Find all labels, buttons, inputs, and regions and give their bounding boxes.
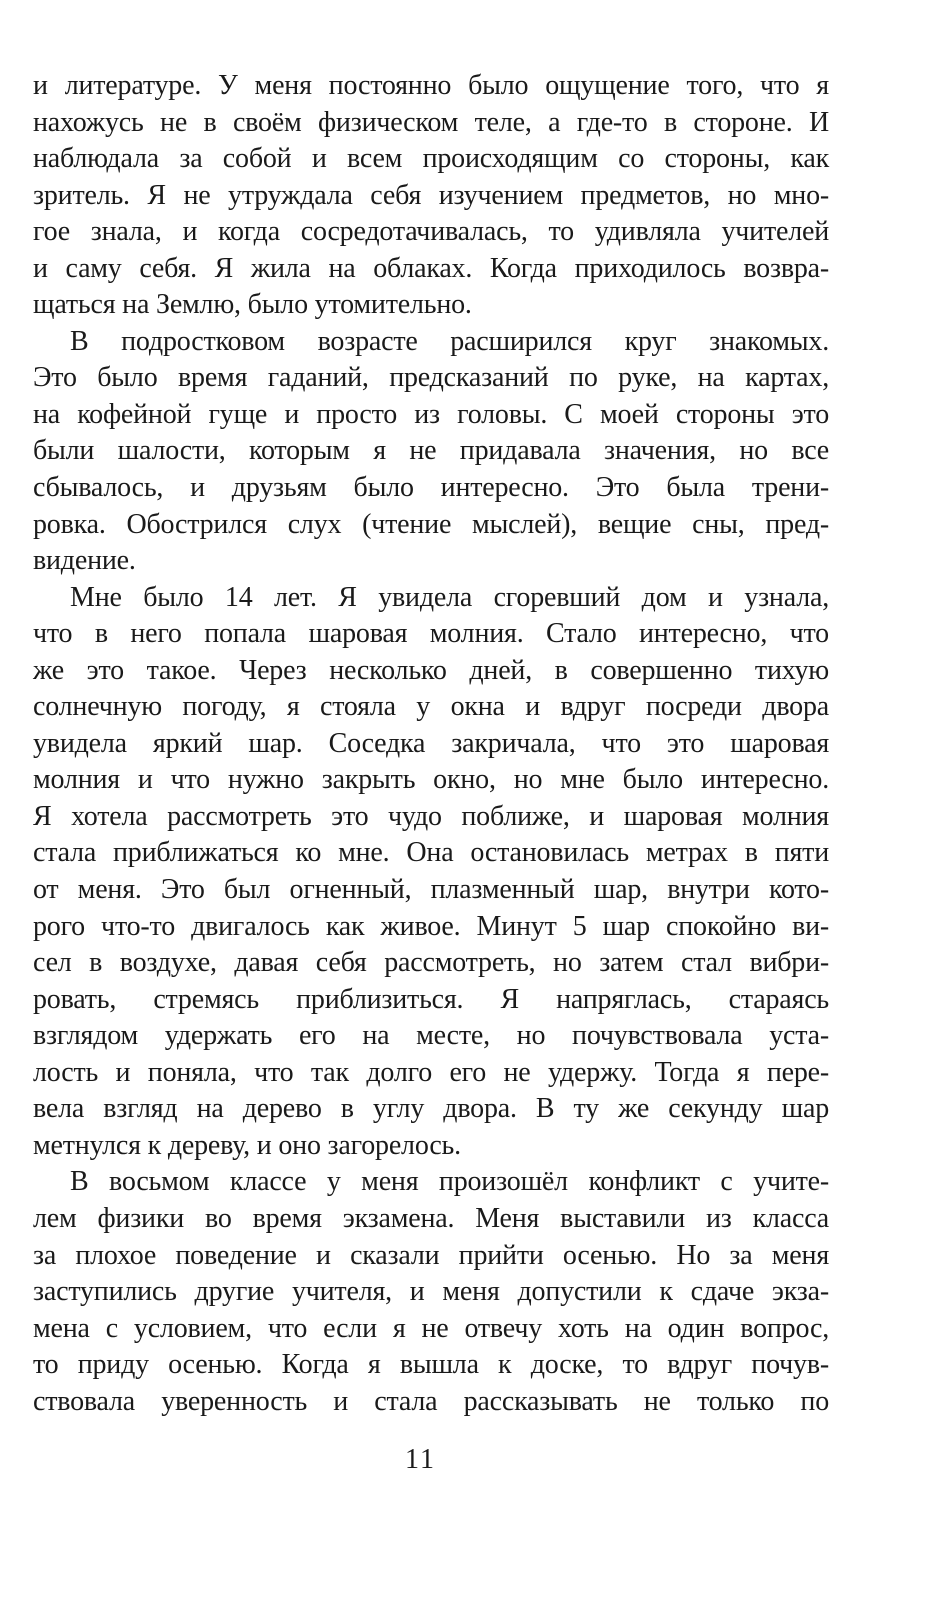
text-line: заступились другие учителя, и меня допустили к сдаче экза-: [33, 1276, 829, 1308]
page-number: 11: [405, 1444, 436, 1475]
text-line: ствовала уверенность и стала рассказывать не только по: [33, 1385, 829, 1417]
text-line: мена с условием, что если я не отвечу хоть на один вопрос,: [33, 1312, 829, 1344]
text-line: на кофейной гуще и просто из головы. С моей стороны это: [33, 398, 829, 430]
text-line: взглядом удержать его на месте, но почувствовала уста-: [33, 1020, 829, 1052]
paragraph: [33, 68, 829, 324]
text-line: наблюдала за собой и всем происходящим со стороны, как: [33, 143, 829, 175]
text-line: нахожусь не в своём физическом теле, а где-то в стороне. И: [33, 106, 829, 138]
text-line: солнечную погоду, я стояла у окна и вдруг посреди двора: [33, 691, 829, 723]
text-line: то приду осенью. Когда я вышла к доске, то вдруг почув-: [33, 1349, 829, 1381]
text-line: В подростковом возрасте расширился круг знакомых.: [70, 325, 829, 357]
paragraph: [33, 1164, 829, 1420]
text-line: щаться на Землю, было утомительно.: [33, 289, 472, 321]
paragraph: [33, 324, 829, 580]
text-line: гое знала, и когда сосредотачивалась, то удивляла учителей: [33, 216, 829, 248]
text-line: метнулся к дереву, и оно загорелось.: [33, 1129, 461, 1161]
text-line: Я хотела рассмотреть это чудо поближе, и шаровая молния: [33, 800, 829, 832]
text-line: рого что-то двигалось как живое. Минут 5 шар спокойно ви-: [33, 910, 829, 942]
text-line: и саму себя. Я жила на облаках. Когда приходилось возвра-: [33, 252, 829, 284]
text-line: от меня. Это был огненный, плазменный шар, внутри кото-: [33, 874, 829, 906]
text-line: зритель. Я не утруждала себя изучением предметов, но мно-: [33, 179, 829, 211]
text-line: увидела яркий шар. Соседка закричала, что это шаровая: [33, 727, 829, 759]
text-line: В восьмом классе у меня произошёл конфликт с учите-: [70, 1166, 829, 1198]
text-line: и литературе. У меня постоянно было ощущение того, что я: [33, 70, 829, 101]
text-line: ровка. Обострился слух (чтение мыслей), вещие сны, пред-: [33, 508, 829, 540]
text-line: Это было время гаданий, предсказаний по руке, на картах,: [33, 362, 829, 394]
text-line: были шалости, которым я не придавала значения, но все: [33, 435, 829, 467]
text-line: сел в воздухе, давая себя рассмотреть, но затем стал вибри-: [33, 947, 829, 979]
paragraph: [33, 580, 829, 1165]
text-line: что в него попала шаровая молния. Стало интересно, что: [33, 618, 829, 650]
text-line: видение.: [33, 545, 136, 577]
text-line: сбывалось, и друзьям было интересно. Это была трени-: [33, 472, 829, 504]
text-line: вела взгляд на дерево в углу двора. В ту же секунду шар: [33, 1093, 829, 1125]
text-line: Мне было 14 лет. Я увидела сгоревший дом и узнала,: [70, 581, 829, 613]
text-line: же это такое. Через несколько дней, в совершенно тихую: [33, 654, 829, 686]
text-line: ровать, стремясь приблизиться. Я напряглась, стараясь: [33, 983, 829, 1015]
text-line: лость и поняла, что так долго его не удержу. Тогда я пере-: [33, 1056, 829, 1088]
text-line: лем физики во время экзамена. Меня выставили из класса: [33, 1202, 829, 1234]
text-line: за плохое поведение и сказали прийти осенью. Но за меня: [33, 1239, 829, 1271]
body-text: [33, 68, 829, 1420]
text-line: молния и что нужно закрыть окно, но мне было интересно.: [33, 764, 829, 796]
text-line: стала приближаться ко мне. Она остановилась метрах в пяти: [33, 837, 829, 869]
